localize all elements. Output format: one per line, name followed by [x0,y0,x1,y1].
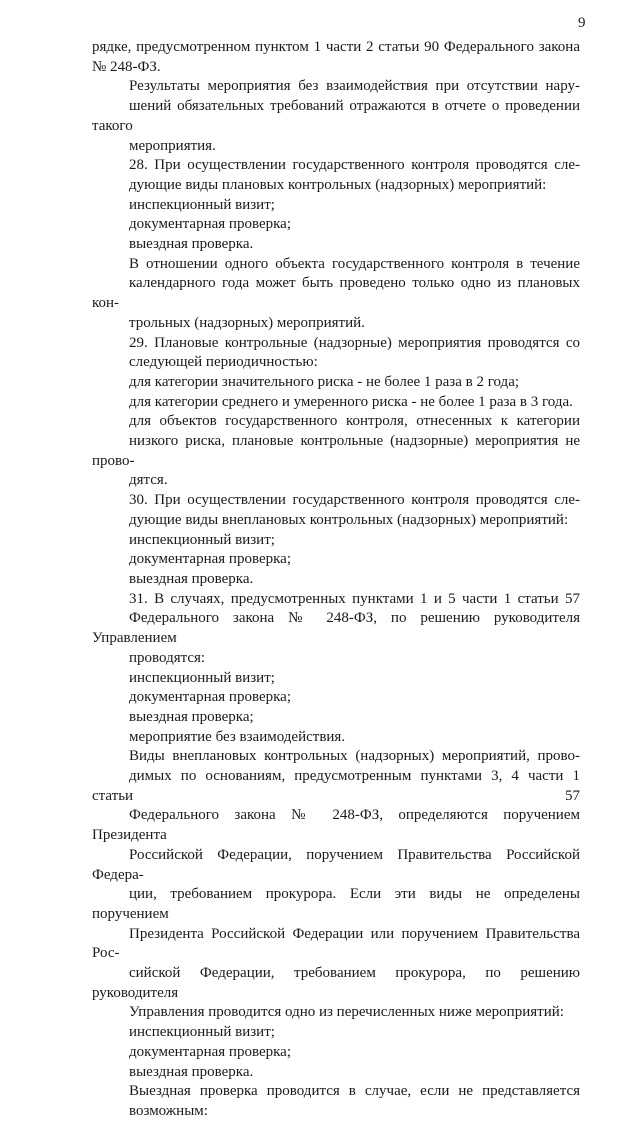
paragraph [92,491,580,530]
text-line: дующие виды внеплановых контрольных (надзорных) мероприятий: [129,511,569,528]
paragraph [92,77,580,156]
text-line: № 248-ФЗ. [92,58,161,75]
list-item: документарная проверка; [129,216,291,233]
paragraph [92,747,580,1003]
text-line: ции, требованием прокурора. Если эти виды не определены поручением [92,886,580,922]
list-item: мероприятие без взаимодействия. [129,728,346,745]
paragraph [92,590,580,669]
list-item: выездная проверка. [129,236,254,253]
text-line: трольных (надзорных) мероприятий. [129,314,365,331]
text-line: 30. При осуществлении государственного контроля проводятся сле- [129,492,580,509]
paragraph [92,38,580,77]
text-line: дующие виды плановых контрольных (надзорных) мероприятий: [129,176,547,193]
list-item: выездная проверка; [129,708,254,725]
text-line: рядке, предусмотренном пунктом 1 части 2 статьи 90 Федерального закона [92,39,580,55]
text-line: Результаты мероприятия без взаимодействия при отсутствии нару- [129,78,580,95]
text-line: Управления проводится одно из перечисленных ниже мероприятий: [129,1004,564,1021]
text-line: Виды внеплановых контрольных (надзорных) мероприятий, прово- [129,748,580,765]
text-line: проводятся: [129,649,206,666]
text-line: календарного года может быть проведено только одно из плановых кон- [92,275,580,312]
text-line: возможным: [129,1102,208,1119]
list-item: документарная проверка; [129,551,291,568]
list-item: для категории среднего и умеренного риска - не более 1 раза в 3 года. [129,393,573,410]
text-line: Федерального закона № 248-ФЗ, по решению руководителя Управлением [92,610,580,647]
list-item: документарная проверка; [129,689,291,706]
list-item: инспекционный визит; [129,196,275,213]
text-line: 29. Плановые контрольные (надзорные) мероприятия проводятся со [129,334,580,351]
text-line: следующей периодичностью: [129,354,318,371]
paragraph [92,1003,580,1023]
text-line: для объектов государственного контроля, отнесенных к категории [129,413,580,430]
paragraph [92,156,580,195]
text-line: 31. В случаях, предусмотренных пунктами 1 и 5 части 1 статьи 57 [129,590,580,607]
list-item: для категории значительного риска - не более 1 раза в 2 года; [129,373,520,390]
paragraph [92,334,580,373]
text-line: димых по основаниям, предусмотренным пунктами 3, 4 части 1 статьи 57 [92,768,580,804]
list-item: документарная проверка; [129,1043,291,1060]
list-item: выездная проверка. [129,570,254,587]
document-body [92,38,580,1122]
text-line: Выездная проверка проводится в случае, если не представляется [129,1083,580,1100]
text-line: мероприятия. [129,137,216,154]
list-item: инспекционный визит; [129,669,275,686]
text-line: В отношении одного объекта государственного контроля в течение [129,255,580,272]
list-item: инспекционный визит; [129,531,275,548]
text-line: Федерального закона № 248-ФЗ, определяются поручением Президента [92,807,580,844]
text-line: шений обязательных требований отражаются в отчете о проведении такого [92,98,580,134]
list-item: инспекционный визит; [129,1024,275,1041]
text-line: сийской Федерации, требованием прокурора, по решению руководителя [92,965,580,1001]
paragraph [92,412,580,491]
text-line: дятся. [129,472,168,489]
text-line: Российской Федерации, поручением Правительства Российской Федера- [92,846,580,883]
text-line: Президента Российской Федерации или поручением Правительства Рос- [92,925,580,962]
text-line: 28. При осуществлении государственного контроля проводятся сле- [129,157,580,174]
page-number: 9 [578,15,586,31]
paragraph [92,1082,580,1121]
paragraph [92,255,580,334]
list-item: выездная проверка. [129,1063,254,1080]
text-line: низкого риска, плановые контрольные (надзорные) мероприятия не прово- [92,433,580,469]
